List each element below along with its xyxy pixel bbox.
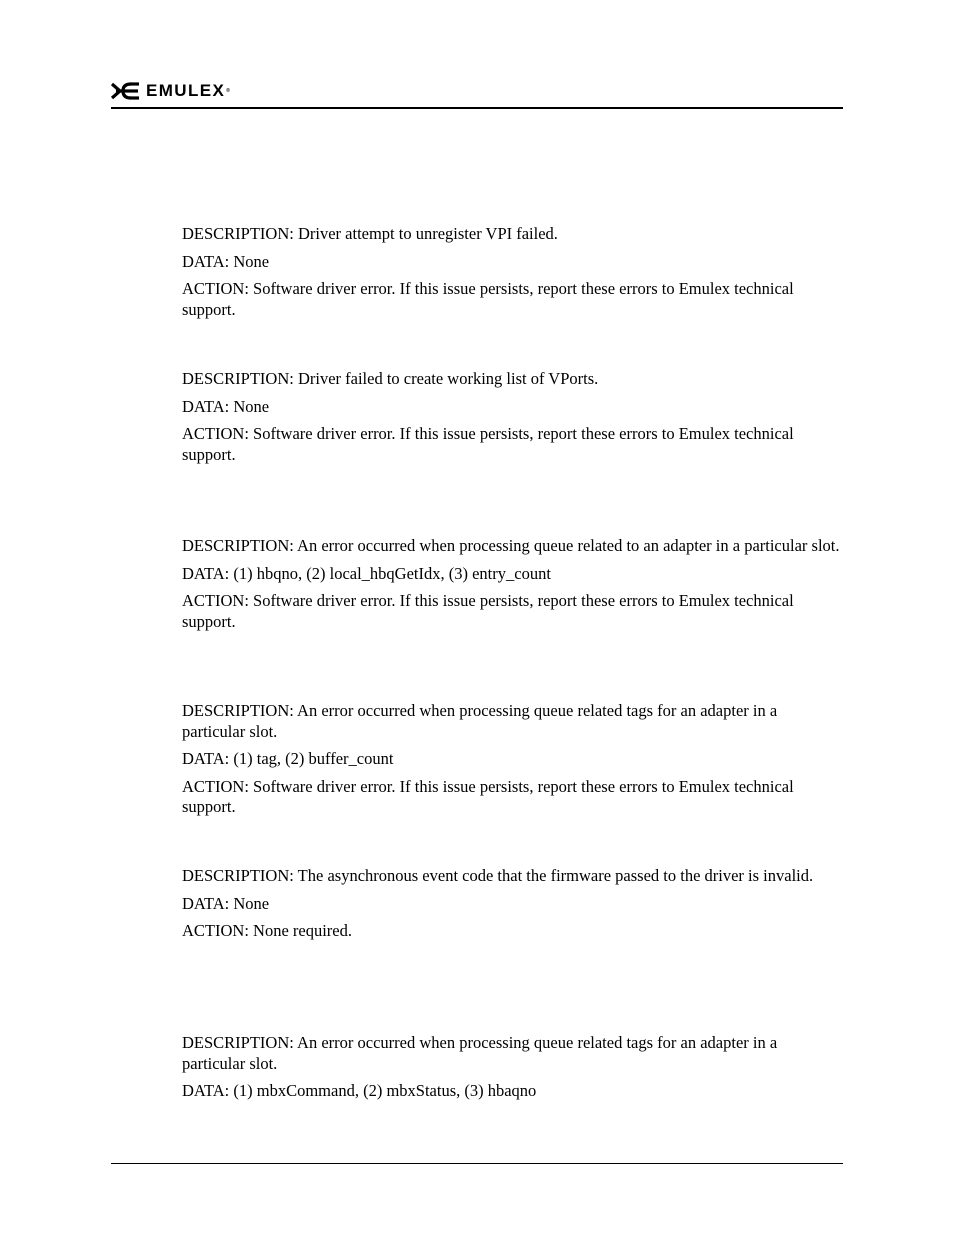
emulex-logo-icon bbox=[111, 82, 141, 100]
entry-description: DESCRIPTION: Driver failed to create working list of VPorts. bbox=[182, 369, 599, 388]
entry-description: DESCRIPTION: An error occurred when processing queue related to an adapter in a particular slot. bbox=[182, 536, 840, 555]
entry-action: ACTION: None required. bbox=[182, 921, 352, 940]
log-entry bbox=[182, 224, 844, 327]
header-rule bbox=[111, 107, 843, 109]
entry-description: DESCRIPTION: Driver attempt to unregister VPI failed. bbox=[182, 224, 558, 243]
entry-data: DATA: (1) mbxCommand, (2) mbxStatus, (3) hbaqno bbox=[182, 1081, 537, 1100]
entry-data: DATA: (1) tag, (2) buffer_count bbox=[182, 749, 394, 768]
entry-action: ACTION: Software driver error. If this issue persists, report these errors to Emulex technical support. bbox=[182, 776, 794, 816]
log-entry bbox=[182, 866, 844, 949]
page-header bbox=[111, 80, 231, 102]
footer-rule bbox=[111, 1163, 843, 1164]
log-entry bbox=[182, 369, 844, 472]
brand-name: EMULEX® bbox=[146, 81, 232, 100]
log-entry bbox=[182, 536, 844, 639]
log-entry bbox=[182, 1033, 844, 1109]
entry-action: ACTION: Software driver error. If this issue persists, report these errors to Emulex technical support. bbox=[182, 279, 794, 319]
log-entry bbox=[182, 701, 844, 825]
entry-data: DATA: (1) hbqno, (2) local_hbqGetIdx, (3) entry_count bbox=[182, 563, 551, 583]
entry-data: DATA: None bbox=[182, 251, 270, 271]
trademark-symbol: ® bbox=[226, 88, 232, 94]
entry-description: DESCRIPTION: An error occurred when processing queue related tags for an adapter in a particular slot. bbox=[182, 701, 778, 741]
entry-data: DATA: None bbox=[182, 396, 270, 416]
entry-description: DESCRIPTION: The asynchronous event code that the firmware passed to the driver is invalid. bbox=[182, 866, 814, 885]
entry-data: DATA: None bbox=[182, 893, 270, 913]
entry-action: ACTION: Software driver error. If this issue persists, report these errors to Emulex technical support. bbox=[182, 424, 794, 464]
entry-description: DESCRIPTION: An error occurred when processing queue related tags for an adapter in a particular slot. bbox=[182, 1033, 778, 1073]
entry-action: ACTION: Software driver error. If this issue persists, report these errors to Emulex technical support. bbox=[182, 591, 794, 631]
